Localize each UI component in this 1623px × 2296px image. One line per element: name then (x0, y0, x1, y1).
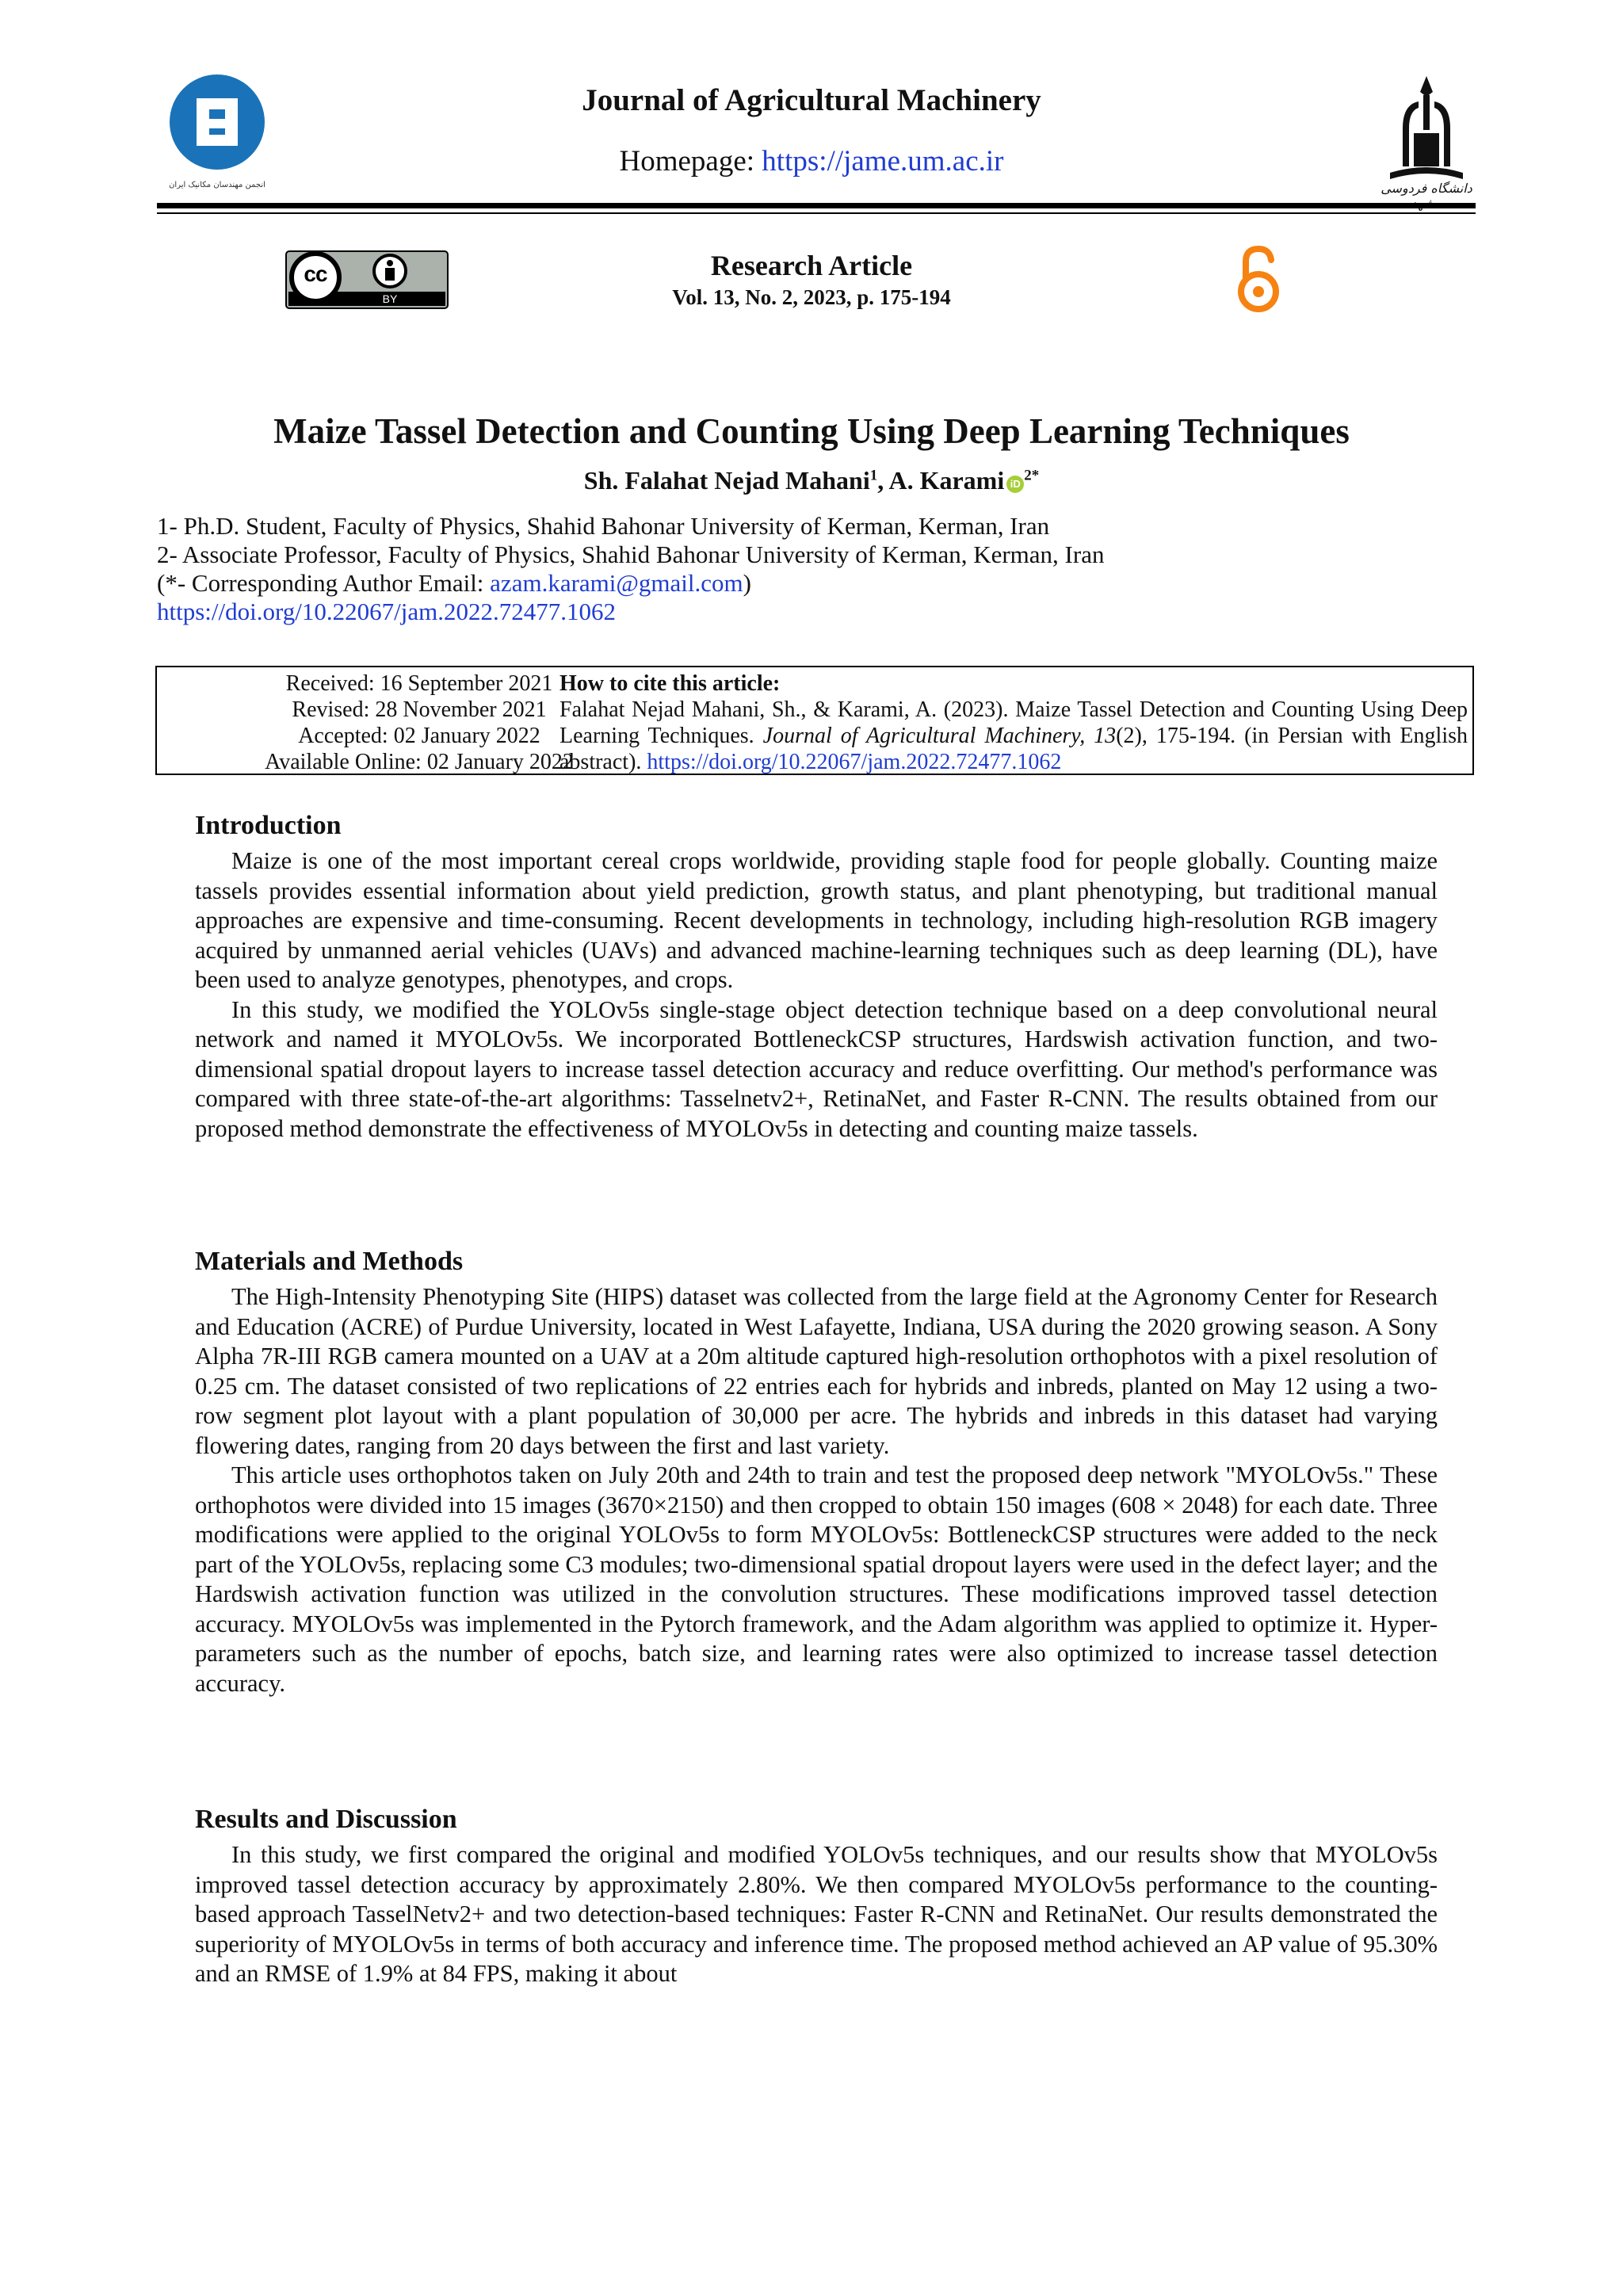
corresponding-email-link[interactable]: azam.karami@gmail.com (490, 569, 743, 597)
header-rule-thick (157, 203, 1476, 208)
section-heading: Materials and Methods (195, 1247, 464, 1276)
citation-journal: Journal of Agricultural Machinery, 13 (762, 724, 1117, 748)
affiliation-line: 2- Associate Professor, Faculty of Physics, Shahid Bahonar University of Kerman, Kerman, Iran (157, 541, 1105, 568)
citation-heading: How to cite this article: (559, 671, 781, 696)
corresponding-author-line (157, 569, 751, 598)
paragraph: In this study, we first compared the original and modified YOLOv5s techniques, and our results show that MYOLOv5s improved tassel detection accuracy by approximately 2.80%. We then compared MYOLOv5s performance to the counting-based approach TasselNetv2+ and two detection-based techniques: Faster R-CNN and RetinaNet. Our results demonstrated the superiority of MYOLOv5s in terms of both accuracy and inference time. The proposed method achieved an AP value of 95.30% and an RMSE of 1.9% at 84 FPS, making it about (195, 1841, 1438, 1987)
section-heading: Introduction (195, 811, 342, 840)
section-results-discussion (195, 1804, 1438, 1989)
open-access-icon (1235, 243, 1282, 315)
author-name: A. Karami (888, 466, 1005, 495)
by-label: BY (382, 292, 398, 305)
university-logo-caption: دانشگاه فردوسی (1381, 181, 1472, 196)
section-introduction (195, 810, 1438, 1144)
article-type: Research Article (710, 250, 913, 281)
corresponding-prefix: (*- Corresponding Author Email: (157, 569, 491, 597)
article-info-box (155, 666, 1474, 775)
university-logo (1379, 73, 1474, 200)
date-revised: Revised: 28 November 2021 (292, 697, 547, 722)
section-heading: Results and Discussion (195, 1805, 457, 1834)
author-separator: , (877, 466, 889, 495)
section-materials-methods (195, 1246, 1438, 1698)
volume-info: Vol. 13, No. 2, 2023, p. 175-194 (672, 285, 951, 309)
citation-text (559, 697, 1468, 775)
journal-title: Journal of Agricultural Machinery (582, 83, 1041, 117)
date-received: Received: 16 September 2021 (285, 671, 553, 696)
affiliation-marker: 1 (869, 467, 878, 484)
corresponding-suffix: ) (743, 569, 751, 597)
header-rule-thin (157, 212, 1476, 214)
paper-title: Maize Tassel Detection and Counting Using Deep Learning Techniques (273, 411, 1350, 451)
citation-text-after: (2), 175-194. (in Persian with English abstract). (559, 724, 1468, 774)
citation-block (559, 670, 1468, 775)
society-logo-caption: انجمن مهندسان مکانیک ایران (169, 181, 265, 189)
affiliation-line: 1- Ph.D. Student, Faculty of Physics, Shahid Bahonar University of Kerman, Kerman, Iran (157, 512, 1050, 540)
date-online: Available Online: 02 January 2022 (265, 750, 574, 774)
paragraph: The High-Intensity Phenotyping Site (HIPS) dataset was collected from the large field at the Agronomy Center for Research and Education (ACRE) of Purdue University, located in West Lafayette, Indiana, USA during the 2020 growing season. A Sony Alpha 7R-III RGB camera mounted on a UAV at a 20m altitude captured high-resolution orthophotos with a pixel resolution of 0.25 cm. The dataset consisted of two replications of 22 entries each for hybrids and inbreds, planted on May 12 using a two-row segment plot layout with a plant population of 30,000 per acre. The hybrids and inbreds in this dataset had varying flowering dates, ranging from 20 days between the first and last variety. (195, 1283, 1438, 1459)
paragraph: In this study, we modified the YOLOv5s single-stage object detection technique based on a deep convolutional neural network and named it MYOLOv5s. We incorporated BottleneckCSP structures, Hardswish activation function, and two-dimensional spatial dropout layers to increase tassel detection accuracy and reduce overfitting. Our method's performance was compared with three state-of-the-art algorithms: Tasselnetv2+, RetinaNet, and Faster R-CNN. The results obtained from our proposed method demonstrate the effectiveness of MYOLOv5s in detecting and counting maize tassels. (195, 995, 1438, 1142)
affiliation-marker: 2* (1024, 467, 1040, 484)
doi-link[interactable]: https://doi.org/10.22067/jam.2022.72477.1062 (157, 598, 616, 625)
paragraph: This article uses orthophotos taken on July 20th and 24th to train and test the proposed deep network "MYOLOv5s." These orthophotos were divided into 15 images (3670×2150) and then cropped to obtain 150 images (608 × 2048) for each date. Three modifications were applied to the original YOLOv5s to form MYOLOv5s: BottleneckCSP structures were added to the neck part of the YOLOv5s, replacing some C3 modules; two-dimensional spatial dropout layers were used in the defect layer; and the Hardswish activation function was utilized in the convolution structures. These modifications improved tassel detection accuracy. MYOLOv5s was implemented in the Pytorch framework, and the Adam algorithm was applied to optimize it. Hyper-parameters such as the number of epochs, batch size, and learning rates were also optimized to increase tassel detection accuracy. (195, 1461, 1438, 1697)
cc-label: cc (304, 262, 327, 286)
orcid-icon[interactable]: iD (1006, 476, 1024, 493)
author-name: Sh. Falahat Nejad Mahani (583, 466, 870, 495)
date-accepted: Accepted: 02 January 2022 (298, 724, 540, 748)
author-list (0, 466, 1623, 495)
homepage-link[interactable]: https://jame.um.ac.ir (762, 145, 1004, 178)
paragraph: Maize is one of the most important cereal crops worldwide, providing staple food for people globally. Counting maize tassels provides essential information about yield prediction, growth status, and plant phenotyping, but traditional manual approaches are expensive and time-consuming. Recent developments in technology, including high-resolution RGB imagery acquired by unmanned aerial vehicles (UAVs) and advanced machine-learning techniques such as deep learning (DL), have been used to analyze genotypes, phenotypes, and crops. (195, 847, 1438, 993)
homepage-label: Homepage: (619, 145, 762, 178)
citation-text-before: Falahat Nejad Mahani, Sh., & Karami, A. (2023). Maize Tassel Detection and Counting Using Deep Learning Techniques. (559, 697, 1468, 748)
citation-doi-link[interactable]: https://doi.org/10.22067/jam.2022.72477.1062 (647, 750, 1062, 774)
